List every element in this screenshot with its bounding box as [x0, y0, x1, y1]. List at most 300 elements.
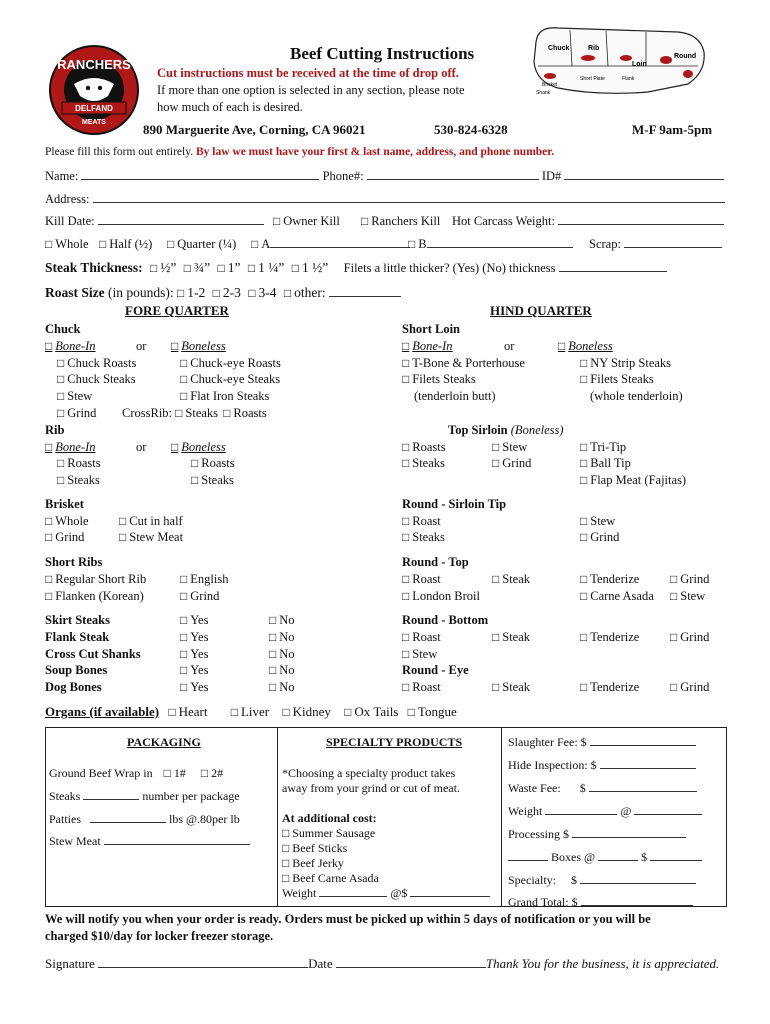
owner-kill-checkbox[interactable] — [273, 214, 340, 229]
processing-row — [508, 827, 686, 842]
short-loin-bone-in-checkbox[interactable] — [402, 339, 453, 354]
rib-boneless-roasts-checkbox[interactable] — [191, 456, 235, 471]
map-label-flank: Flank — [622, 76, 635, 82]
skirt-steaks-label: Skirt Steaks — [45, 613, 110, 627]
yes-label: Yes — [190, 680, 209, 694]
thickness-option: 1” — [227, 260, 241, 275]
thickness-option: 1 ¼” — [258, 260, 285, 275]
boxes-total-field[interactable] — [650, 850, 702, 861]
english-checkbox[interactable] — [180, 572, 228, 587]
map-label-plate: Short Plate — [580, 76, 605, 82]
ball-tip-checkbox[interactable] — [580, 456, 631, 471]
boneless-label: Boneless — [181, 440, 226, 454]
rib-or: or — [136, 440, 147, 454]
option-label: Tenderize — [590, 680, 640, 694]
kill-date-field[interactable] — [98, 214, 264, 225]
address-field[interactable] — [93, 192, 725, 203]
option-label: Roasts — [412, 440, 446, 454]
weight-label: Weight — [508, 804, 543, 818]
option-label: Filets Steaks — [412, 372, 476, 386]
roast-option: 3-4 — [258, 285, 277, 300]
option-label: Stew — [590, 514, 616, 528]
column-divider — [501, 728, 502, 906]
roast-size-unit: (in pounds): — [108, 285, 174, 300]
option-label: Grind — [55, 530, 85, 544]
yes-label: Yes — [190, 630, 209, 644]
map-label-shank: Shank — [536, 90, 551, 96]
option-label: Roasts — [67, 456, 101, 470]
crossrib-steaks-checkbox[interactable] — [175, 406, 218, 420]
option-label: Stew — [67, 389, 93, 403]
steaks-label: Steaks — [49, 789, 81, 803]
stew-meat-row — [49, 834, 250, 849]
scrap-row — [589, 237, 722, 252]
option-label: Stew — [680, 589, 706, 603]
option-label: Tenderize — [590, 630, 640, 644]
kidney-checkbox[interactable] — [282, 704, 331, 719]
no-label: No — [279, 663, 295, 677]
beef-jerky-checkbox[interactable] — [282, 856, 344, 871]
rt-carne-checkbox[interactable] — [580, 589, 654, 604]
rt-stew-checkbox[interactable] — [670, 589, 705, 604]
brisket-heading: Brisket — [45, 497, 84, 511]
tongue-checkbox[interactable] — [408, 704, 457, 719]
ny-strip-checkbox[interactable] — [580, 356, 671, 371]
waste-fee-row — [508, 781, 697, 796]
thickness-half-checkbox[interactable] — [150, 260, 176, 275]
option-label: Cut in half — [129, 514, 183, 528]
chuck-or: or — [136, 339, 147, 353]
rb-steak-checkbox[interactable] — [492, 630, 530, 645]
option-label: Roast — [412, 514, 441, 528]
option-label: Stew — [502, 440, 528, 454]
column-divider — [277, 728, 278, 906]
thickness-option: ½” — [160, 260, 177, 275]
rib-bone-in-roasts-checkbox[interactable] — [57, 456, 101, 471]
filets-whole-checkbox[interactable] — [580, 372, 654, 387]
filets-thickness-field[interactable] — [559, 261, 667, 272]
soup-bones-label: Soup Bones — [45, 663, 108, 677]
scrap-label: Scrap: — [589, 237, 621, 251]
additional-cost-label: At additional cost: — [282, 811, 377, 825]
option-label: Filets Steaks — [590, 372, 654, 386]
dog-yes-checkbox[interactable] — [180, 680, 208, 695]
intro-text — [45, 146, 554, 158]
thickness-option: ¾” — [194, 260, 211, 275]
regular-short-rib-checkbox[interactable] — [45, 572, 146, 587]
tri-tip-checkbox[interactable] — [580, 440, 626, 455]
specialty-item: Beef Jerky — [292, 856, 344, 870]
rst-stew-checkbox[interactable] — [580, 514, 615, 529]
steak-thickness-label: Steak Thickness: — [45, 260, 143, 275]
specialty-item: Summer Sausage — [292, 826, 376, 840]
ts-steaks-checkbox[interactable] — [402, 456, 445, 471]
boneless-label: Boneless — [568, 339, 613, 353]
address-label: Address: — [45, 192, 90, 206]
brisket-cut-half-checkbox[interactable] — [119, 514, 183, 529]
crossrib-roasts-checkbox[interactable] — [223, 406, 267, 420]
map-label-rib: Rib — [588, 45, 600, 52]
hot-carcass-label: Hot Carcass Weight: — [452, 214, 555, 228]
a-field[interactable] — [270, 237, 410, 248]
processing-field[interactable] — [572, 827, 686, 838]
packaging-heading: PACKAGING — [127, 735, 201, 749]
chuck-eye-steaks-checkbox[interactable] — [180, 372, 280, 387]
flat-iron-steaks-checkbox[interactable] — [180, 389, 269, 404]
option-label: Tenderize — [590, 572, 640, 586]
flank-no-checkbox[interactable] — [269, 630, 295, 645]
short-rib-grind-checkbox[interactable] — [180, 589, 219, 604]
patties-label: Patties — [49, 812, 81, 826]
roast-other-field[interactable] — [329, 286, 401, 297]
notice-line-3: how much of each is desired. — [157, 100, 303, 114]
rt-london-checkbox[interactable] — [402, 589, 480, 604]
rst-steaks-checkbox[interactable] — [402, 530, 445, 545]
hide-inspection-field[interactable] — [600, 758, 696, 769]
wrap-2lb-checkbox[interactable] — [201, 766, 223, 780]
re-steak-checkbox[interactable] — [492, 680, 530, 695]
grand-total-label: Grand Total: $ — [508, 895, 578, 909]
roast-size-label: Roast Size — [45, 285, 105, 300]
phone-field[interactable] — [367, 169, 539, 180]
whole-label: Whole — [55, 237, 89, 251]
tbone-checkbox[interactable] — [402, 356, 525, 371]
option-label: Roasts — [201, 456, 235, 470]
quarter-label: Quarter (¼) — [177, 237, 237, 251]
specialty-fee-field[interactable] — [580, 873, 696, 884]
option-label: Steaks — [185, 406, 219, 420]
option-label: Roasts — [233, 406, 267, 420]
address-row — [45, 192, 725, 207]
kill-row — [45, 214, 264, 229]
processing-label: Processing $ — [508, 827, 569, 841]
option-label: English — [190, 572, 229, 586]
wrap-option: 2# — [211, 766, 224, 780]
boxes-row — [508, 850, 702, 865]
chuck-steaks-checkbox[interactable] — [57, 372, 136, 387]
thickness-one-checkbox[interactable] — [218, 260, 241, 275]
rib-heading: Rib — [45, 423, 65, 437]
drop-off-notice: Cut instructions must be received at the time of drop off. — [157, 66, 459, 80]
rt-grind-checkbox[interactable] — [670, 572, 709, 587]
waste-fee-field[interactable] — [589, 781, 697, 792]
organ-label: Kidney — [292, 704, 331, 719]
option-label: Steaks — [412, 530, 445, 544]
ts-roasts-checkbox[interactable] — [402, 440, 446, 455]
tenderloin-butt-note: (tenderloin butt) — [414, 389, 496, 403]
steak-thickness-row — [45, 260, 667, 276]
pickup-notice-line-1: We will notify you when your order is ready. Orders must be picked up within 5 days of notification or you will be — [45, 912, 651, 926]
id-label: ID# — [541, 169, 562, 183]
boxes-label: Boxes @ — [551, 850, 596, 864]
beef-carne-asada-checkbox[interactable] — [282, 871, 379, 886]
weight-row — [508, 804, 702, 819]
b-checkbox[interactable] — [408, 237, 573, 252]
dog-no-checkbox[interactable] — [269, 680, 295, 695]
patties-field[interactable] — [90, 812, 166, 823]
option-label: Steak — [502, 572, 531, 586]
option-label: Flanken (Korean) — [55, 589, 144, 603]
re-roast-checkbox[interactable] — [402, 680, 441, 695]
yes-label: Yes — [190, 647, 209, 661]
logo-text-top: RANCHERS — [57, 57, 131, 72]
option-label: Flap Meat (Fajitas) — [590, 473, 687, 487]
steaks-package-row — [49, 789, 240, 804]
option-label: Steaks — [67, 473, 100, 487]
brisket-stew-checkbox[interactable] — [119, 530, 183, 545]
summer-sausage-checkbox[interactable] — [282, 826, 375, 841]
option-label: Chuck-eye Steaks — [190, 372, 281, 386]
option-label: Stew — [412, 647, 438, 661]
heart-checkbox[interactable] — [168, 704, 207, 719]
rt-steak-checkbox[interactable] — [492, 572, 530, 587]
pickup-notice-line-2: charged $10/day for locker freezer storage. — [45, 929, 274, 943]
shop-phone: 530-824-6328 — [434, 122, 508, 137]
waste-fee-label: Waste Fee: — [508, 781, 561, 795]
rst-roast-checkbox[interactable] — [402, 514, 441, 529]
specialty-fee-row — [508, 873, 696, 888]
rib-bone-in-steaks-checkbox[interactable] — [57, 473, 100, 488]
liver-checkbox[interactable] — [231, 704, 269, 719]
roast-other-checkbox[interactable] — [284, 285, 326, 300]
chuck-roasts-checkbox[interactable] — [57, 356, 136, 371]
flank-steak-label: Flank Steak — [45, 630, 110, 644]
boxes-rate-field[interactable] — [598, 850, 638, 861]
half-checkbox[interactable] — [99, 237, 152, 252]
ground-beef-label: Ground Beef Wrap in — [49, 766, 153, 780]
option-label: Ball Tip — [590, 456, 631, 470]
hot-carcass-field[interactable] — [558, 214, 724, 225]
a-checkbox[interactable] — [251, 237, 410, 252]
specialty-heading: SPECIALTY PRODUCTS — [326, 735, 463, 749]
half-label: Half (½) — [109, 237, 153, 251]
ts-stew-checkbox[interactable] — [492, 440, 527, 455]
re-grind-checkbox[interactable] — [670, 680, 709, 695]
rt-tenderize-checkbox[interactable] — [580, 572, 639, 587]
yes-label: Yes — [190, 663, 209, 677]
no-label: No — [279, 630, 295, 644]
shanks-yes-checkbox[interactable] — [180, 647, 208, 662]
b-label: B — [418, 237, 427, 251]
roast-1-2-checkbox[interactable] — [177, 285, 205, 300]
option-label: Grind — [190, 589, 220, 603]
soup-no-checkbox[interactable] — [269, 663, 295, 678]
roast-2-3-checkbox[interactable] — [213, 285, 241, 300]
slaughter-fee-label: Slaughter Fee: $ — [508, 735, 587, 749]
signature-row — [45, 956, 719, 972]
chuck-boneless-checkbox[interactable] — [171, 339, 226, 354]
option-label: Steaks — [201, 473, 234, 487]
logo-text-banner: DELFAND — [75, 104, 113, 113]
short-loin-heading: Short Loin — [402, 322, 461, 336]
logo-text-bottom: MEATS — [82, 119, 106, 126]
rb-grind-checkbox[interactable] — [670, 630, 709, 645]
bone-in-label: Bone-In — [412, 339, 453, 353]
rb-tenderize-checkbox[interactable] — [580, 630, 639, 645]
thickness-one-quarter-checkbox[interactable] — [248, 260, 285, 275]
option-label: T-Bone & Porterhouse — [412, 356, 525, 370]
patties-suffix: lbs @.80per lb — [169, 812, 240, 826]
specialty-dollar: $ — [571, 873, 577, 887]
name-label: Name: — [45, 169, 79, 183]
rib-boneless-steaks-checkbox[interactable] — [191, 473, 234, 488]
top-sirloin-label: Top Sirloin — [448, 423, 508, 437]
brisket-whole-checkbox[interactable] — [45, 514, 89, 529]
specialty-fee-label: Specialty: — [508, 873, 556, 887]
skirt-yes-checkbox[interactable] — [180, 613, 208, 628]
option-label: Tri-Tip — [590, 440, 627, 454]
dog-bones-label: Dog Bones — [45, 680, 102, 694]
specialty-weight-field[interactable] — [319, 886, 387, 897]
option-label: London Broil — [412, 589, 480, 603]
steaks-per-package-field[interactable] — [83, 789, 139, 800]
ranchers-kill-checkbox[interactable] — [361, 214, 440, 229]
roast-option: 2-3 — [222, 285, 241, 300]
whole-tenderloin-note: (whole tenderloin) — [590, 389, 683, 403]
short-ribs-heading: Short Ribs — [45, 555, 103, 569]
map-label-round: Round — [674, 53, 697, 60]
rt-roast-checkbox[interactable] — [402, 572, 441, 587]
wrap-1lb-checkbox[interactable] — [164, 766, 186, 780]
option-label: Stew Meat — [129, 530, 184, 544]
grand-total-row — [508, 895, 693, 910]
name-row — [45, 169, 724, 184]
chuck-grind-checkbox[interactable] — [57, 406, 96, 421]
map-label-chuck: Chuck — [548, 45, 570, 52]
scrap-field[interactable] — [624, 237, 722, 248]
beef-sticks-checkbox[interactable] — [282, 841, 347, 856]
rb-roast-checkbox[interactable] — [402, 630, 441, 645]
soup-yes-checkbox[interactable] — [180, 663, 208, 678]
round-sirloin-tip-heading: Round - Sirloin Tip — [402, 497, 507, 511]
chuck-heading: Chuck — [45, 322, 81, 336]
chuck-bone-in-checkbox[interactable] — [45, 339, 96, 354]
round-top-heading: Round - Top — [402, 555, 469, 569]
option-label: Steak — [502, 680, 531, 694]
kill-date-label: Kill Date: — [45, 214, 95, 228]
ranchers-logo — [48, 44, 140, 136]
organs-label: Organs (if available) — [45, 704, 160, 719]
rib-boneless-checkbox[interactable] — [171, 440, 226, 455]
chuck-stew-checkbox[interactable] — [57, 389, 92, 404]
roast-option: 1-2 — [187, 285, 206, 300]
option-label: Steak — [502, 630, 531, 644]
option-label: Grind — [680, 630, 710, 644]
round-eye-heading: Round - Eye — [402, 663, 469, 677]
specialty-item: Beef Carne Asada — [292, 871, 379, 885]
skirt-no-checkbox[interactable] — [269, 613, 295, 628]
boxes-dollar: $ — [641, 850, 648, 864]
weight-at: @ — [620, 804, 632, 818]
quarter-checkbox[interactable] — [167, 237, 236, 252]
phone-label: Phone#: — [322, 169, 364, 183]
shop-hours: M-F 9am-5pm — [632, 122, 713, 137]
thickness-three-quarter-checkbox[interactable] — [184, 260, 210, 275]
specialty-price-field[interactable] — [410, 886, 490, 897]
ts-grind-checkbox[interactable] — [492, 456, 531, 471]
weight-rate-field[interactable] — [634, 804, 702, 815]
ground-beef-row — [49, 766, 223, 781]
rst-grind-checkbox[interactable] — [580, 530, 619, 545]
roast-size-row — [45, 285, 401, 301]
short-loin-boneless-checkbox[interactable] — [558, 339, 613, 354]
ox-tails-checkbox[interactable] — [344, 704, 398, 719]
organ-label: Tongue — [417, 704, 457, 719]
whole-checkbox[interactable] — [45, 237, 89, 252]
flap-meat-checkbox[interactable] — [580, 473, 686, 488]
flank-yes-checkbox[interactable] — [180, 630, 208, 645]
name-field[interactable] — [81, 169, 319, 180]
hide-inspection-row — [508, 758, 696, 773]
boxes-count-field[interactable] — [508, 850, 548, 861]
option-label: Grind — [67, 406, 97, 420]
signature-field[interactable] — [98, 957, 308, 968]
page-title: Beef Cutting Instructions — [290, 44, 475, 63]
thickness-one-half-checkbox[interactable] — [292, 260, 329, 275]
hind-quarter-heading: HIND QUARTER — [490, 303, 592, 318]
thickness-option: 1 ½” — [302, 260, 329, 275]
no-label: No — [279, 613, 295, 627]
no-label: No — [279, 647, 295, 661]
filets-butt-checkbox[interactable] — [402, 372, 476, 387]
re-tenderize-checkbox[interactable] — [580, 680, 639, 695]
crossrib-row — [122, 406, 267, 421]
intro-instruction: Please fill this form out entirely. — [45, 146, 194, 158]
organ-label: Heart — [178, 704, 208, 719]
option-label: Chuck-eye Roasts — [190, 356, 281, 370]
rb-stew-checkbox[interactable] — [402, 647, 437, 662]
ranchers-kill-label: Ranchers Kill — [371, 214, 441, 228]
flanken-checkbox[interactable] — [45, 589, 144, 604]
slaughter-fee-row — [508, 735, 696, 750]
shop-address: 890 Marguerite Ave, Corning, CA 96021 — [143, 122, 366, 137]
cross-cut-shanks-label: Cross Cut Shanks — [45, 647, 141, 661]
rib-bone-in-checkbox[interactable] — [45, 440, 96, 455]
steaks-suffix: number per package — [142, 789, 240, 803]
specialty-note-2: away from your grind or cut of meat. — [282, 781, 460, 795]
chuck-eye-roasts-checkbox[interactable] — [180, 356, 281, 371]
grand-total-field[interactable] — [581, 895, 693, 906]
brisket-grind-checkbox[interactable] — [45, 530, 84, 545]
option-label: Flat Iron Steaks — [190, 389, 270, 403]
fore-quarter-heading: FORE QUARTER — [125, 303, 229, 318]
option-label: Regular Short Rib — [55, 572, 147, 586]
roast-3-4-checkbox[interactable] — [248, 285, 276, 300]
specialty-item: Beef Sticks — [292, 841, 348, 855]
weight-field[interactable] — [545, 804, 617, 815]
stew-meat-field[interactable] — [104, 834, 250, 845]
slaughter-fee-field[interactable] — [590, 735, 696, 746]
organ-label: Liver — [240, 704, 270, 719]
patties-row — [49, 812, 240, 827]
wrap-option: 1# — [173, 766, 186, 780]
intro-legal-notice: By law we must have your first & last name, address, and phone number. — [195, 146, 555, 158]
crossrib-label: CrossRib: — [122, 406, 173, 420]
option-label: Roast — [412, 680, 441, 694]
id-field[interactable] — [564, 169, 724, 180]
date-field[interactable] — [336, 957, 486, 968]
organ-label: Ox Tails — [354, 704, 399, 719]
hide-inspection-label: Hide Inspection: $ — [508, 758, 597, 772]
yes-label: Yes — [190, 613, 209, 627]
shanks-no-checkbox[interactable] — [269, 647, 295, 662]
bone-in-label: Bone-In — [55, 339, 96, 353]
b-field[interactable] — [427, 237, 573, 248]
hot-carcass-row — [452, 214, 724, 229]
filets-thicker-text: Filets a little thicker? (Yes) (No) thickness — [343, 261, 556, 275]
specialty-weight-label: Weight — [282, 886, 317, 900]
organs-row — [45, 704, 457, 720]
